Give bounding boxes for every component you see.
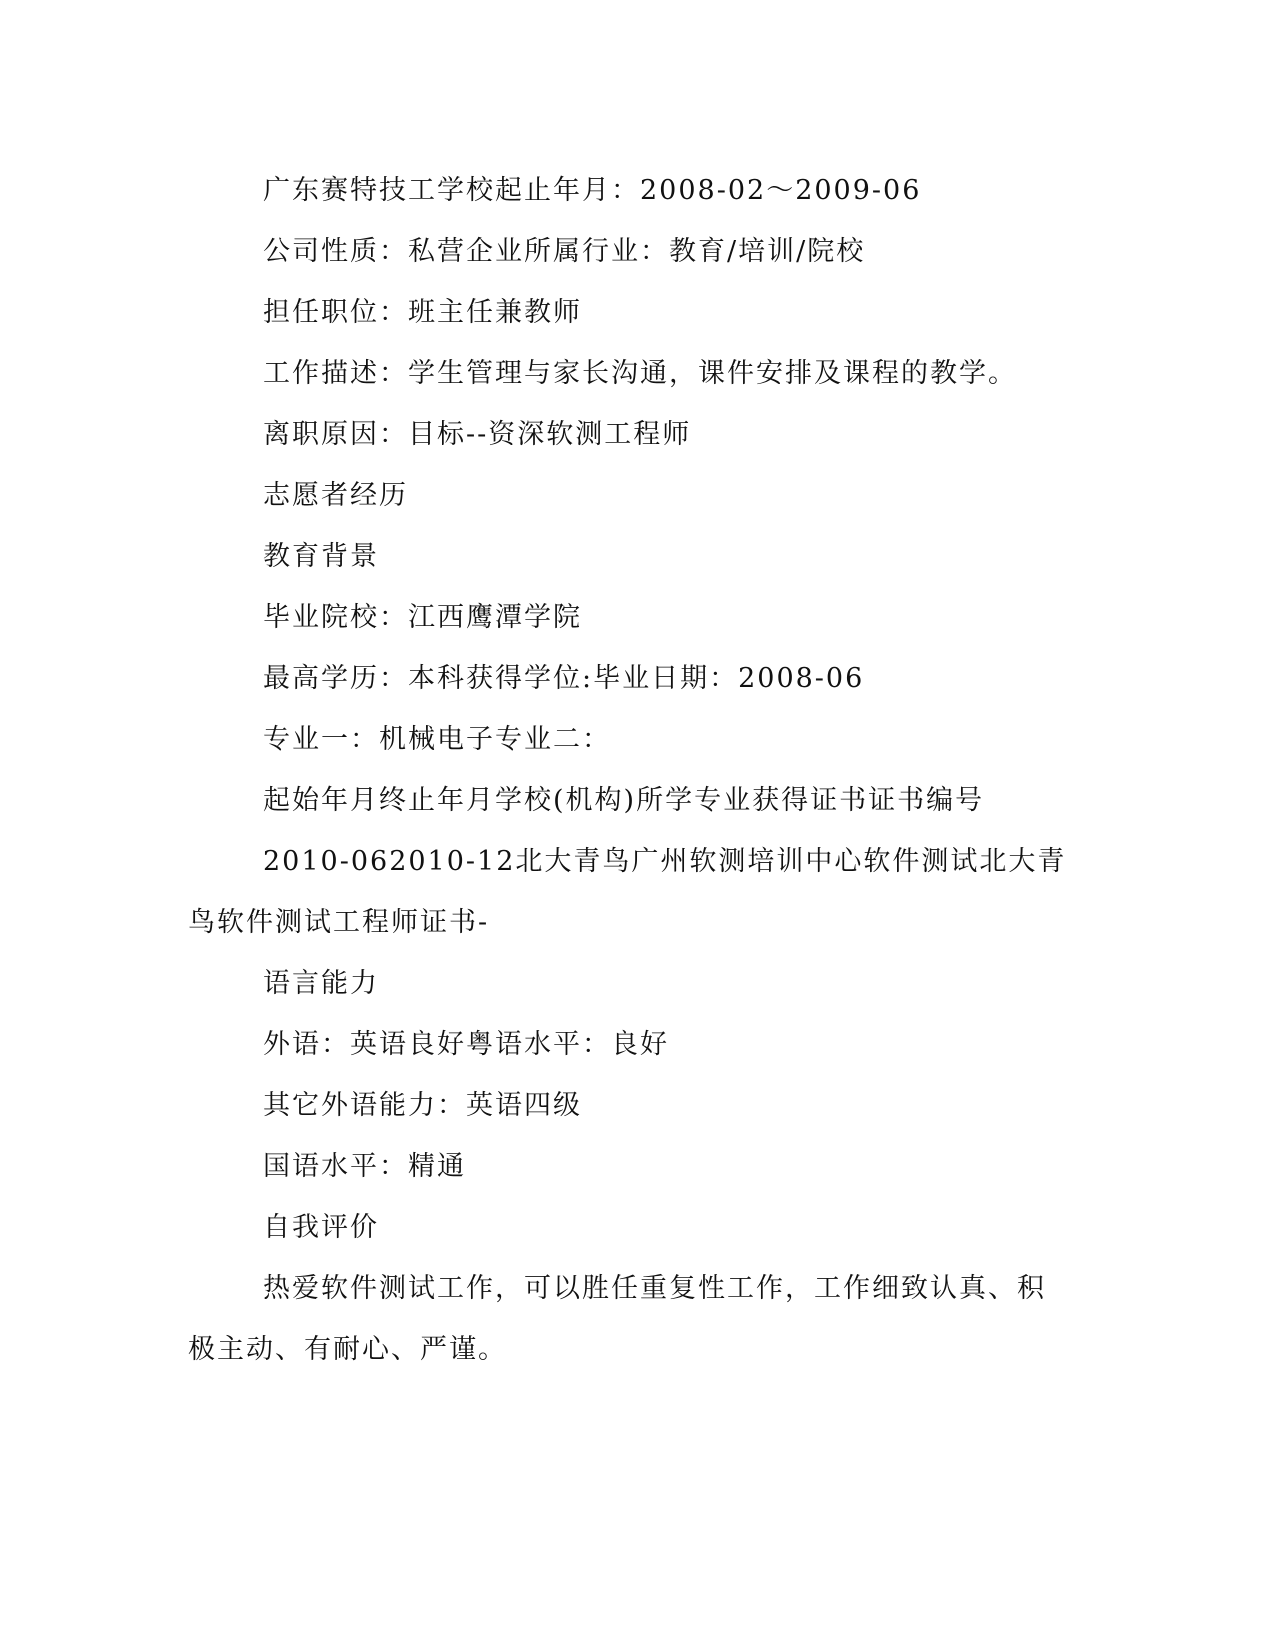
heading-volunteer-experience: 志愿者经历 — [263, 480, 408, 511]
paragraph-mandarin-level: 国语水平：精通 — [263, 1151, 466, 1182]
paragraph-leave-reason: 离职原因：目标--资深软测工程师 — [263, 419, 692, 450]
paragraph-graduate-school: 毕业院校：江西鹰潭学院 — [263, 602, 582, 633]
heading-language-skills: 语言能力 — [263, 968, 379, 999]
paragraph-training-header: 起始年月终止年月学校(机构)所学专业获得证书证书编号 — [263, 785, 985, 816]
paragraph-previous-school: 广东赛特技工学校起止年月：2008-02～2009-06 — [263, 175, 922, 206]
paragraph-majors: 专业一：机械电子专业二： — [263, 724, 611, 755]
document-body — [188, 160, 1068, 1380]
heading-self-evaluation: 自我评价 — [263, 1212, 379, 1243]
paragraph-foreign-language: 外语：英语良好粤语水平：良好 — [263, 1029, 669, 1060]
paragraph-training-record: 2010-062010-12北大青鸟广州软测培训中心软件测试北大青鸟软件测试工程师证书- — [188, 846, 1067, 938]
paragraph-other-language: 其它外语能力：英语四级 — [263, 1090, 582, 1121]
paragraph-position: 担任职位：班主任兼教师 — [263, 297, 582, 328]
paragraph-job-description: 工作描述：学生管理与家长沟通，课件安排及课程的教学。 — [263, 358, 1017, 389]
paragraph-company-nature: 公司性质：私营企业所属行业：教育/培训/院校 — [263, 236, 866, 267]
paragraph-highest-degree: 最高学历：本科获得学位:毕业日期：2008-06 — [263, 663, 865, 694]
paragraph-self-evaluation: 热爱软件测试工作，可以胜任重复性工作，工作细致认真、积极主动、有耐心、严谨。 — [188, 1273, 1046, 1365]
heading-education: 教育背景 — [263, 541, 379, 572]
